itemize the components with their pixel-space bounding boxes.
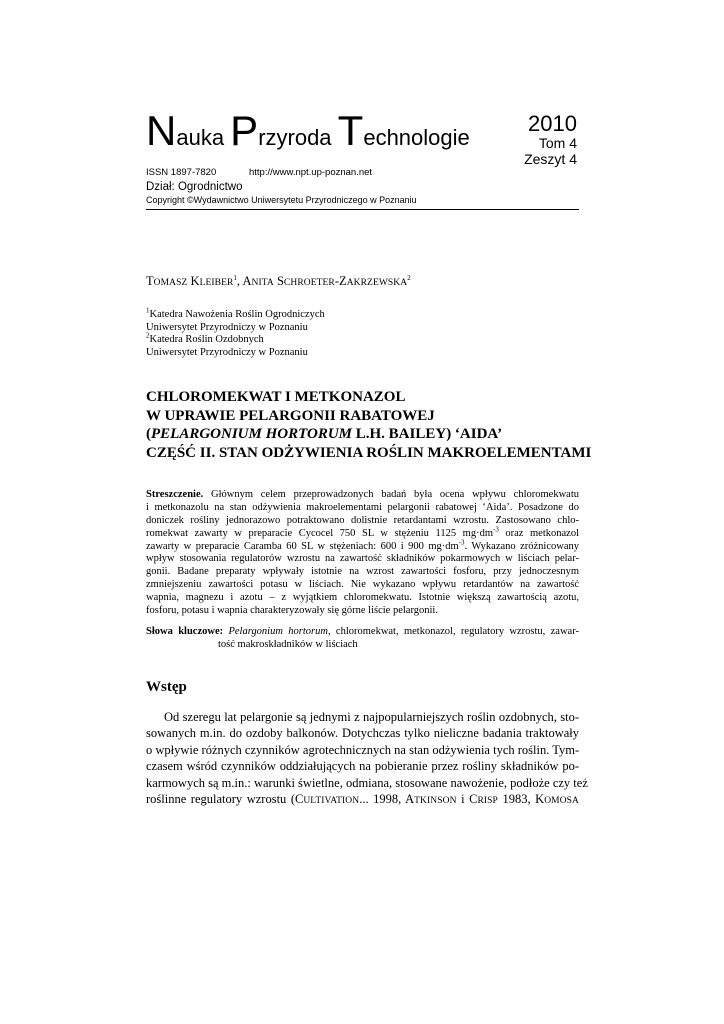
ref-komosa-cap: K <box>535 791 545 806</box>
journal-title-echnologie: echnologie <box>363 125 470 150</box>
journal-url[interactable]: http://www.npt.up-poznan.net <box>249 167 373 178</box>
keyword-species: Pelargonium hortorum <box>223 626 328 637</box>
title-line-3 <box>146 425 591 444</box>
title-line-3-rest: L.H. BAILEY) ‘AIDA’ <box>352 426 503 442</box>
body-line: Od szeregu lat pelargonie są jednymi z najpopularniejszych roślin ozdobnych, sto- <box>164 710 579 724</box>
abstract-text: zawarty w preparacie Caramba 60 SL w stężeniach: 600 i 900 mg·dm <box>146 540 459 552</box>
author-2-last2-rest: AKRZEWSKA <box>346 278 408 288</box>
abstract-line: fosforu, potasu i wapnia charakteryzowały się górne liście pelargonii. <box>146 605 438 617</box>
unit-exponent: -3 <box>458 538 465 547</box>
keywords-line <box>146 625 579 638</box>
journal-title-t: T <box>337 107 364 154</box>
affiliation-line <box>146 322 325 335</box>
abstract-text: Głównym celem przeprowadzonych badań była ocena wpływu chloromekwatu <box>203 489 579 500</box>
body-line: czasem wśród czynników oddziałujących na pobieranie przez rośliny składników po- <box>146 759 579 774</box>
abstract-line: zmniejszeniu zawartości potasu w liściach. Nie wykazano wpływu retardantów na zawartość <box>146 579 579 591</box>
ref-and: i <box>456 791 470 806</box>
author-1-first-initial: T <box>146 274 154 288</box>
body-line: karmowych są m.in.: warunki świetlne, odmiana, stosowane nawożenie, podłoże czy też <box>146 775 588 790</box>
author-2-last-initial: S <box>273 274 284 288</box>
affiliation-text: Uniwersytet Przyrodniczy w Poznaniu <box>146 346 308 358</box>
section-heading: Wstęp <box>146 679 187 695</box>
journal-title-p: P <box>230 107 259 154</box>
author-2-last-rest: CHROETER <box>283 278 335 288</box>
body-line <box>146 791 579 807</box>
author-separator: , <box>236 274 243 288</box>
journal-title-rzyroda: rzyroda <box>258 125 338 150</box>
abstract-label: Streszczenie. <box>146 489 204 500</box>
abstract-text: oraz metkonazol <box>498 527 579 539</box>
title-line-2: W UPRAWIE PELARGONII RABATOWEJ <box>146 407 435 424</box>
abstract-line: wapnia, magnezu i azotu – z wyjątkiem chloromekwatu. Istotnie większą zawartością azotu, <box>146 592 579 604</box>
author-1-first-rest: OMASZ <box>153 278 188 288</box>
journal-title <box>146 107 470 159</box>
keywords-text: , chloromekwat, metkonazol, regulatory wzrostu, zawar- <box>327 626 579 637</box>
keywords <box>146 625 579 651</box>
ref-cultivation-rest: ULTIVATION <box>303 795 360 806</box>
ref-crisp-rest: RISP <box>477 795 498 806</box>
abstract <box>146 489 579 618</box>
author-1-affiliation-mark: 1 <box>233 273 237 282</box>
ref-atkinson-cap: A <box>405 791 415 806</box>
header-divider <box>146 209 579 210</box>
author-2-dash: - <box>334 274 340 288</box>
paper-title <box>146 388 591 462</box>
ref-crisp-year: 1983, <box>497 791 536 806</box>
author-2-first-initial: A <box>242 274 252 288</box>
affiliation-text: Katedra Roślin Ozdobnych <box>149 334 264 346</box>
author-2-affiliation-mark: 2 <box>407 273 411 282</box>
author-1-last-rest: LEIBER <box>199 278 234 288</box>
abstract-text: . Wykazano zróżnicowany <box>464 540 579 552</box>
ref-komosa-rest: OMOSA <box>544 795 579 806</box>
ref-crisp-cap: C <box>469 791 478 806</box>
keywords-label: Słowa kluczowe: <box>146 626 224 637</box>
title-species: PELARGONIUM HORTORUM <box>151 426 352 442</box>
abstract-line: i metkonazolu na stan odżywienia makroelementami pelargonii rabatowej ‘Aida’. Posadzone do <box>146 501 579 513</box>
ref-cultivation-cap: C <box>295 791 304 806</box>
affiliation-mark: 2 <box>146 331 150 340</box>
abstract-line: doniczek rośliny jednorazowo potraktowano dolistnie retardantami wzrostu. Zastosowano chlo- <box>146 514 579 526</box>
unit-exponent: -3 <box>492 525 499 534</box>
journal-title-auka: auka <box>176 125 231 150</box>
abstract-line: gonii. Badane preparaty wpływały istotnie na wzrost zawartości fosforu, przy jednoczesnym <box>146 566 579 578</box>
affiliation-text: Uniwersytet Przyrodniczy w Poznaniu <box>146 321 308 333</box>
body-text <box>146 709 588 807</box>
title-line-1: CHLOROMEKWAT I METKONAZOL <box>146 389 406 405</box>
affiliation-line <box>146 331 325 347</box>
title-line-3-open: ( <box>146 426 151 442</box>
affiliation-line <box>146 306 325 322</box>
title-line-4: CZĘŚĆ II. STAN ODŻYWIENIA ROŚLIN MAKROELEMENTAMI <box>146 444 592 461</box>
affiliation-line <box>146 347 325 360</box>
body-line: sowanych m.in. do ozdoby balkonów. Dotychczas tylko nieliczne badania traktowały <box>146 726 579 741</box>
body-text-segment: roślinne regulatory wzrostu ( <box>146 791 295 806</box>
section-department: Dział: Ogrodnictwo <box>146 181 243 193</box>
abstract-line <box>146 525 579 541</box>
keywords-line: tość makroskładników w liściach <box>218 639 358 650</box>
author-2-first-rest: NITA <box>251 278 274 288</box>
ref-cultivation-year: ... 1998, <box>359 791 406 806</box>
abstract-line <box>146 489 579 502</box>
abstract-text: romekwat zawarty w preparacie Cycocel 750 SL w stężeniu 1125 mg·dm <box>146 527 493 539</box>
author-list <box>146 273 411 291</box>
author-1-last-initial: K <box>187 274 200 288</box>
copyright: Copyright ©Wydawnictwo Uniwersytetu Przyrodniczego w Poznaniu <box>146 195 417 205</box>
issn: ISSN 1897-7820 <box>146 167 217 178</box>
author-2-last2-initial: Z <box>339 274 347 288</box>
affiliation-mark: 1 <box>146 306 150 315</box>
abstract-line: wpływ stosowania regulatorów wzrostu na zawartość składników pokarmowych w liściach pelar- <box>146 553 579 565</box>
body-line: o wpływie różnych czynników agrotechnicznych na stan odżywienia tych roślin. Tym- <box>146 742 580 757</box>
affiliations <box>146 306 325 359</box>
abstract-line <box>146 538 579 554</box>
journal-year: 2010 <box>528 111 577 136</box>
journal-issue: Zeszyt 4 <box>524 151 577 167</box>
ref-atkinson-rest: TKINSON <box>414 795 457 806</box>
journal-volume: Tom 4 <box>538 135 577 151</box>
journal-title-n: N <box>146 107 177 154</box>
affiliation-text: Katedra Nawożenia Roślin Ogrodniczych <box>149 309 325 320</box>
